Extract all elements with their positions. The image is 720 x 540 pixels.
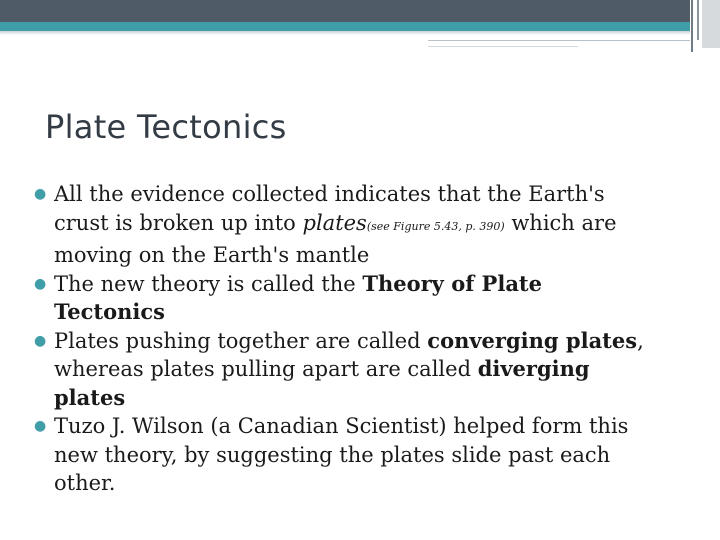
horizontal-rule — [428, 46, 578, 47]
bullet-line — [54, 270, 700, 299]
header-bar-accent — [0, 22, 690, 31]
header-bar-shadow — [0, 31, 690, 35]
bullet-dot-icon: ● — [34, 186, 47, 202]
horizontal-rule — [428, 40, 690, 41]
figure-reference: (see Figure 5.43, p. 390) — [366, 219, 505, 233]
bold-term: Theory of Plate — [362, 270, 542, 296]
text-run: which are — [504, 210, 617, 235]
text-run: , — [637, 328, 644, 353]
bullet-line — [54, 441, 700, 470]
text-run: new theory, by suggesting the plates slide past each — [54, 442, 611, 467]
bullet-item — [20, 180, 700, 270]
bullet-line — [54, 355, 700, 384]
bullet-item — [20, 270, 700, 327]
text-run: whereas plates pulling apart are called — [54, 357, 478, 381]
italic-term: plates — [302, 210, 367, 235]
bullet-line — [54, 469, 700, 498]
text-run: crust is broken up into — [54, 210, 303, 235]
corner-decoration — [702, 0, 720, 48]
bullet-line — [54, 180, 700, 209]
bold-term: diverging — [477, 356, 590, 381]
bullet-list — [20, 180, 700, 498]
bullet-dot-icon: ● — [34, 275, 47, 292]
bullet-line — [54, 241, 700, 270]
bold-term: converging plates — [427, 327, 638, 353]
text-run: Tuzo J. Wilson (a Canadian Scientist) helped form this — [54, 414, 629, 438]
text-run: The new theory is called the — [54, 271, 363, 296]
slide-title: Plate Tectonics — [45, 108, 287, 146]
bullet-line — [54, 209, 700, 242]
bullet-item — [20, 412, 700, 498]
vertical-rule — [691, 0, 693, 52]
bullet-line — [54, 412, 700, 441]
text-run: moving on the Earth's mantle — [54, 243, 370, 267]
bold-term: plates — [54, 384, 126, 410]
bullet-dot-icon: ● — [34, 418, 47, 434]
text-run: Plates pushing together are called — [54, 328, 428, 353]
text-run: other. — [54, 471, 116, 495]
bullet-line — [54, 327, 700, 356]
bullet-item — [20, 327, 700, 413]
bold-term: Tectonics — [54, 299, 165, 324]
text-run: All the evidence collected indicates that the Earth's — [54, 182, 605, 206]
bullet-dot-icon: ● — [34, 332, 47, 349]
vertical-rule — [697, 0, 699, 40]
bullet-line — [54, 384, 700, 413]
header-bar-dark — [0, 0, 690, 22]
bullet-line — [54, 298, 700, 327]
